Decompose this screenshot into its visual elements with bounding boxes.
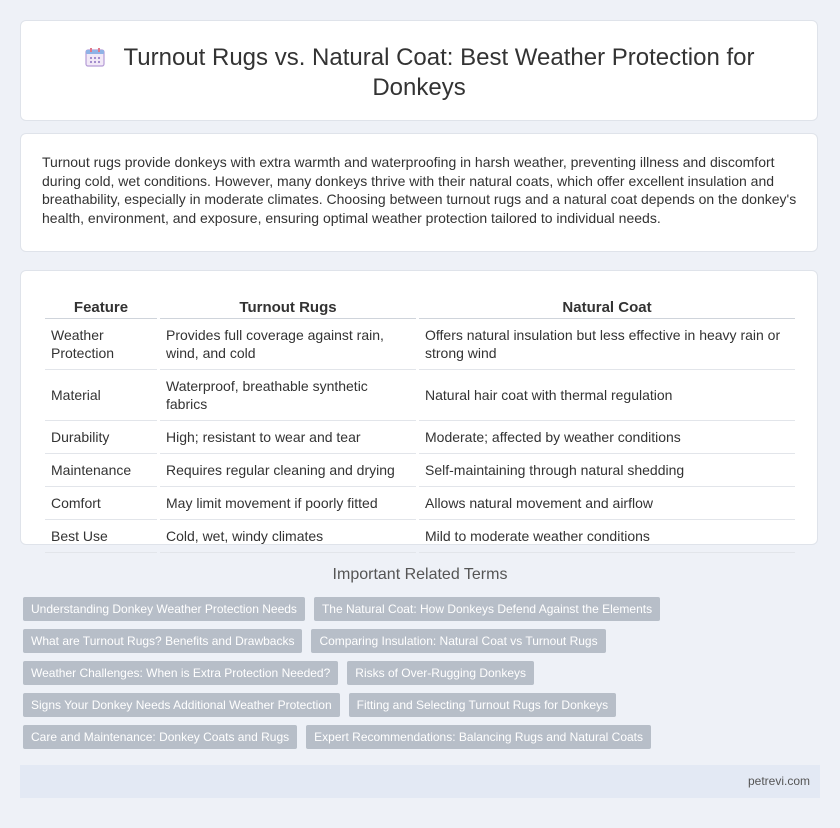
row-feature: Weather Protection (45, 319, 157, 370)
related-term-tag[interactable]: What are Turnout Rugs? Benefits and Drawbacks (23, 629, 302, 653)
row-natural: Allows natural movement and airflow (419, 487, 795, 520)
related-term-tag[interactable]: Weather Challenges: When is Extra Protection Needed? (23, 661, 338, 685)
table-row (45, 454, 795, 487)
row-natural: Self-maintaining through natural shedding (419, 454, 795, 487)
comparison-card (20, 270, 818, 545)
related-term-tag[interactable]: Expert Recommendations: Balancing Rugs and Natural Coats (306, 725, 651, 749)
related-terms-row (23, 661, 543, 685)
page-title-text: Turnout Rugs vs. Natural Coat: Best Weather Protection for Donkeys (123, 44, 755, 101)
header-natural-coat: Natural Coat (419, 298, 795, 319)
page-title (59, 43, 779, 103)
related-term-tag[interactable]: The Natural Coat: How Donkeys Defend Against the Elements (314, 597, 660, 621)
intro-card (20, 133, 818, 252)
row-feature: Durability (45, 421, 157, 454)
related-term-tag[interactable]: Signs Your Donkey Needs Additional Weather Protection (23, 693, 340, 717)
related-terms-row (23, 693, 625, 717)
row-feature: Comfort (45, 487, 157, 520)
calendar-icon (84, 46, 106, 68)
table-header-row (45, 298, 795, 319)
related-terms-row (23, 629, 615, 653)
table-row (45, 520, 795, 553)
footer (20, 765, 820, 798)
row-turnout: High; resistant to wear and tear (160, 421, 416, 454)
row-turnout: May limit movement if poorly fitted (160, 487, 416, 520)
related-term-tag[interactable]: Fitting and Selecting Turnout Rugs for Donkeys (349, 693, 616, 717)
comparison-table (42, 298, 798, 553)
intro-paragraph: Turnout rugs provide donkeys with extra warmth and waterproofing in harsh weather, preventing illness and discomfort during cold, wet conditions. However, many donkeys thrive with their natural coats, which offer excellent insulation and breathability, especially in moderate climates. Choosing between turnout rugs and a natural coat depends on the donkey's health, environment, and exposure, ensuring optimal weather protection tailored to individual needs. (42, 154, 797, 226)
row-natural: Offers natural insulation but less effective in heavy rain or strong wind (419, 319, 795, 370)
row-turnout: Provides full coverage against rain, wind, and cold (160, 319, 416, 370)
row-natural: Natural hair coat with thermal regulation (419, 370, 795, 421)
related-term-tag[interactable]: Comparing Insulation: Natural Coat vs Turnout Rugs (311, 629, 605, 653)
related-terms-row (23, 725, 660, 749)
row-natural: Mild to moderate weather conditions (419, 520, 795, 553)
table-row (45, 487, 795, 520)
row-turnout: Cold, wet, windy climates (160, 520, 416, 553)
related-terms-row (23, 597, 669, 621)
header-turnout-rugs: Turnout Rugs (160, 298, 416, 319)
row-feature: Material (45, 370, 157, 421)
table-row (45, 421, 795, 454)
row-turnout: Waterproof, breathable synthetic fabrics (160, 370, 416, 421)
related-terms-heading: Important Related Terms (332, 566, 508, 583)
row-natural: Moderate; affected by weather conditions (419, 421, 795, 454)
related-term-tag[interactable]: Care and Maintenance: Donkey Coats and Rugs (23, 725, 297, 749)
title-wrap (21, 43, 817, 103)
footer-site-link[interactable]: petrevi.com (747, 774, 810, 788)
row-feature: Best Use (45, 520, 157, 553)
table-row (45, 370, 795, 421)
table-row (45, 319, 795, 370)
row-turnout: Requires regular cleaning and drying (160, 454, 416, 487)
header-feature: Feature (45, 298, 157, 319)
related-term-tag[interactable]: Risks of Over-Rugging Donkeys (347, 661, 534, 685)
related-term-tag[interactable]: Understanding Donkey Weather Protection Needs (23, 597, 305, 621)
title-card (20, 20, 818, 121)
row-feature: Maintenance (45, 454, 157, 487)
